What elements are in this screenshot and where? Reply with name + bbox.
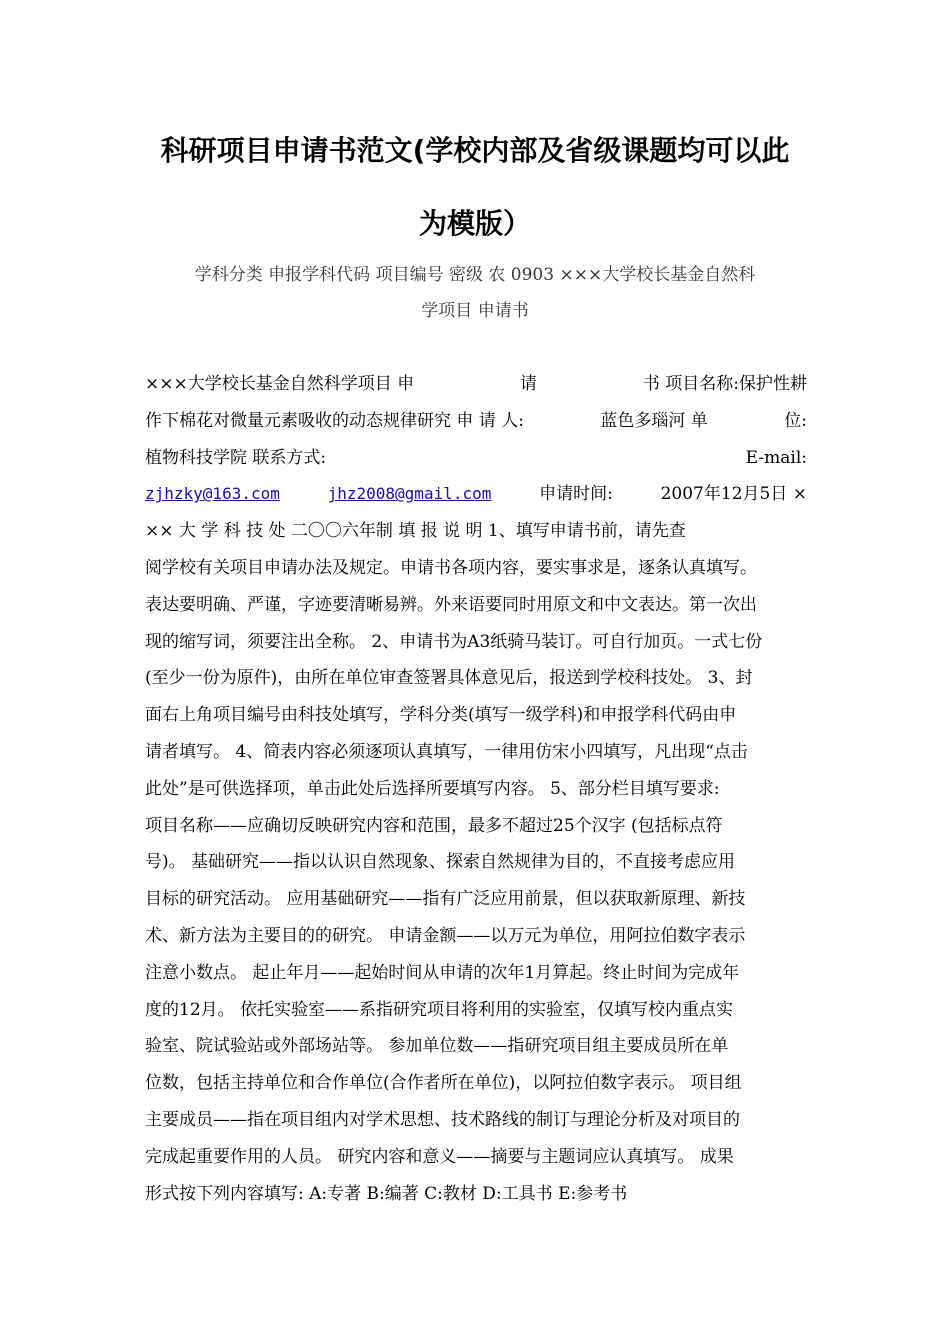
body-line: 度的12月。 依托实验室——系指研究项目将利用的实验室，仅填写校内重点实 — [145, 999, 734, 1020]
apply-time-label: 申请时间: — [539, 484, 613, 505]
body-line: 位数，包括主持单位和合作单位(合作者所在单位)，以阿拉伯数字表示。 项目组 — [145, 1073, 742, 1094]
email-link-2[interactable]: jhz2008@gmail.com — [327, 484, 492, 504]
cover-text: 请 — [520, 374, 537, 394]
body-line: 术、新方法为主要目的的研究。 申请金额——以万元为单位，用阿拉伯数字表示 — [145, 925, 746, 946]
body-line: 面右上角项目编号由科技处填写，学科分类(填写一级学科)和申报学科代码由申 — [145, 705, 737, 726]
subtitle-line-1: 学科分类 申报学科代码 项目编号 密级 农 0903 ×××大学校长基金自然科 — [194, 265, 756, 285]
document-title-line-1: 科研项目申请书范文(学校内部及省级课题均可以此 — [160, 134, 790, 167]
body-line: 主要成员——指在项目组内对学术思想、技术路线的制订与理论分析及对项目的 — [145, 1109, 740, 1130]
cover-line-5: ×× 大 学 科 技 处 二〇〇六年制 填 报 说 明 1、填写申请书前，请先查 — [145, 521, 686, 542]
cover-text: 书 项目名称:保护性耕 — [642, 374, 807, 394]
cover-text: 作下棉花对微量元素吸收的动态规律研究 申 请 人: — [145, 410, 524, 431]
applicant-name: 蓝色多瑙河 单 — [600, 410, 708, 431]
body-line: 请者填写。 4、简表内容必须逐项认真填写，一律用仿宋小四填写，凡出现“点击 — [145, 741, 748, 762]
body-line: 完成起重要作用的人员。 研究内容和意义——摘要与主题词应认真填写。 成果 — [145, 1146, 734, 1167]
subtitle-line-2: 学项目 申请书 — [421, 301, 529, 321]
cover-line-1 — [145, 366, 807, 403]
body-line: 形式按下列内容填写: A:专著 B:编著 C:教材 D:工具书 E:参考书 — [145, 1183, 628, 1204]
cover-text: 位: — [784, 410, 807, 431]
document-title-line-2: 为模版） — [418, 207, 531, 240]
body-line: (至少一份为原件)，由所在单位审查签署具体意见后，报送到学校科技处。 3、封 — [145, 668, 753, 689]
body-line: 现的缩写词，须要注出全称。 2、申请书为A3纸骑马装订。可自行加页。一式七份 — [145, 631, 763, 652]
cover-line-2 — [145, 403, 807, 440]
body-line: 表达要明确、严谨，字迹要清晰易辨。外来语要同时用原文和中文表达。第一次出 — [145, 594, 757, 615]
body-line: 注意小数点。 起止年月——起始时间从申请的次年1月算起。终止时间为完成年 — [145, 962, 740, 983]
cover-line-3 — [145, 440, 807, 477]
cover-text: 植物科技学院 联系方式: — [145, 447, 327, 468]
body-line: 号)。 基础研究——指以认识自然现象、探索自然规律为目的，不直接考虑应用 — [145, 852, 736, 873]
document-body — [145, 366, 807, 1212]
email-label: E-mail: — [745, 447, 807, 468]
cover-line-4 — [145, 476, 807, 513]
body-line: 验室、院试验站或外部场站等。 参加单位数——指研究项目组主要成员所在单 — [145, 1036, 729, 1057]
body-line: 此处”是可供选择项，单击此处后选择所要填写内容。 5、部分栏目填写要求: — [145, 778, 720, 799]
body-line: 项目名称——应确切反映研究内容和范围，最多不超过25个汉字 (包括标点符 — [145, 815, 723, 836]
email-link-1[interactable]: zjhzky@163.com — [145, 484, 280, 504]
body-line: 目标的研究活动。 应用基础研究——指有广泛应用前景，但以获取新原理、新技 — [145, 889, 746, 910]
body-line: 阅学校有关项目申请办法及规定。申请书各项内容，要实事求是，逐条认真填写。 — [145, 557, 757, 578]
apply-date: 2007年12月5日 × — [660, 484, 807, 505]
cover-text: ×××大学校长基金自然科学项目 申 — [145, 374, 415, 394]
